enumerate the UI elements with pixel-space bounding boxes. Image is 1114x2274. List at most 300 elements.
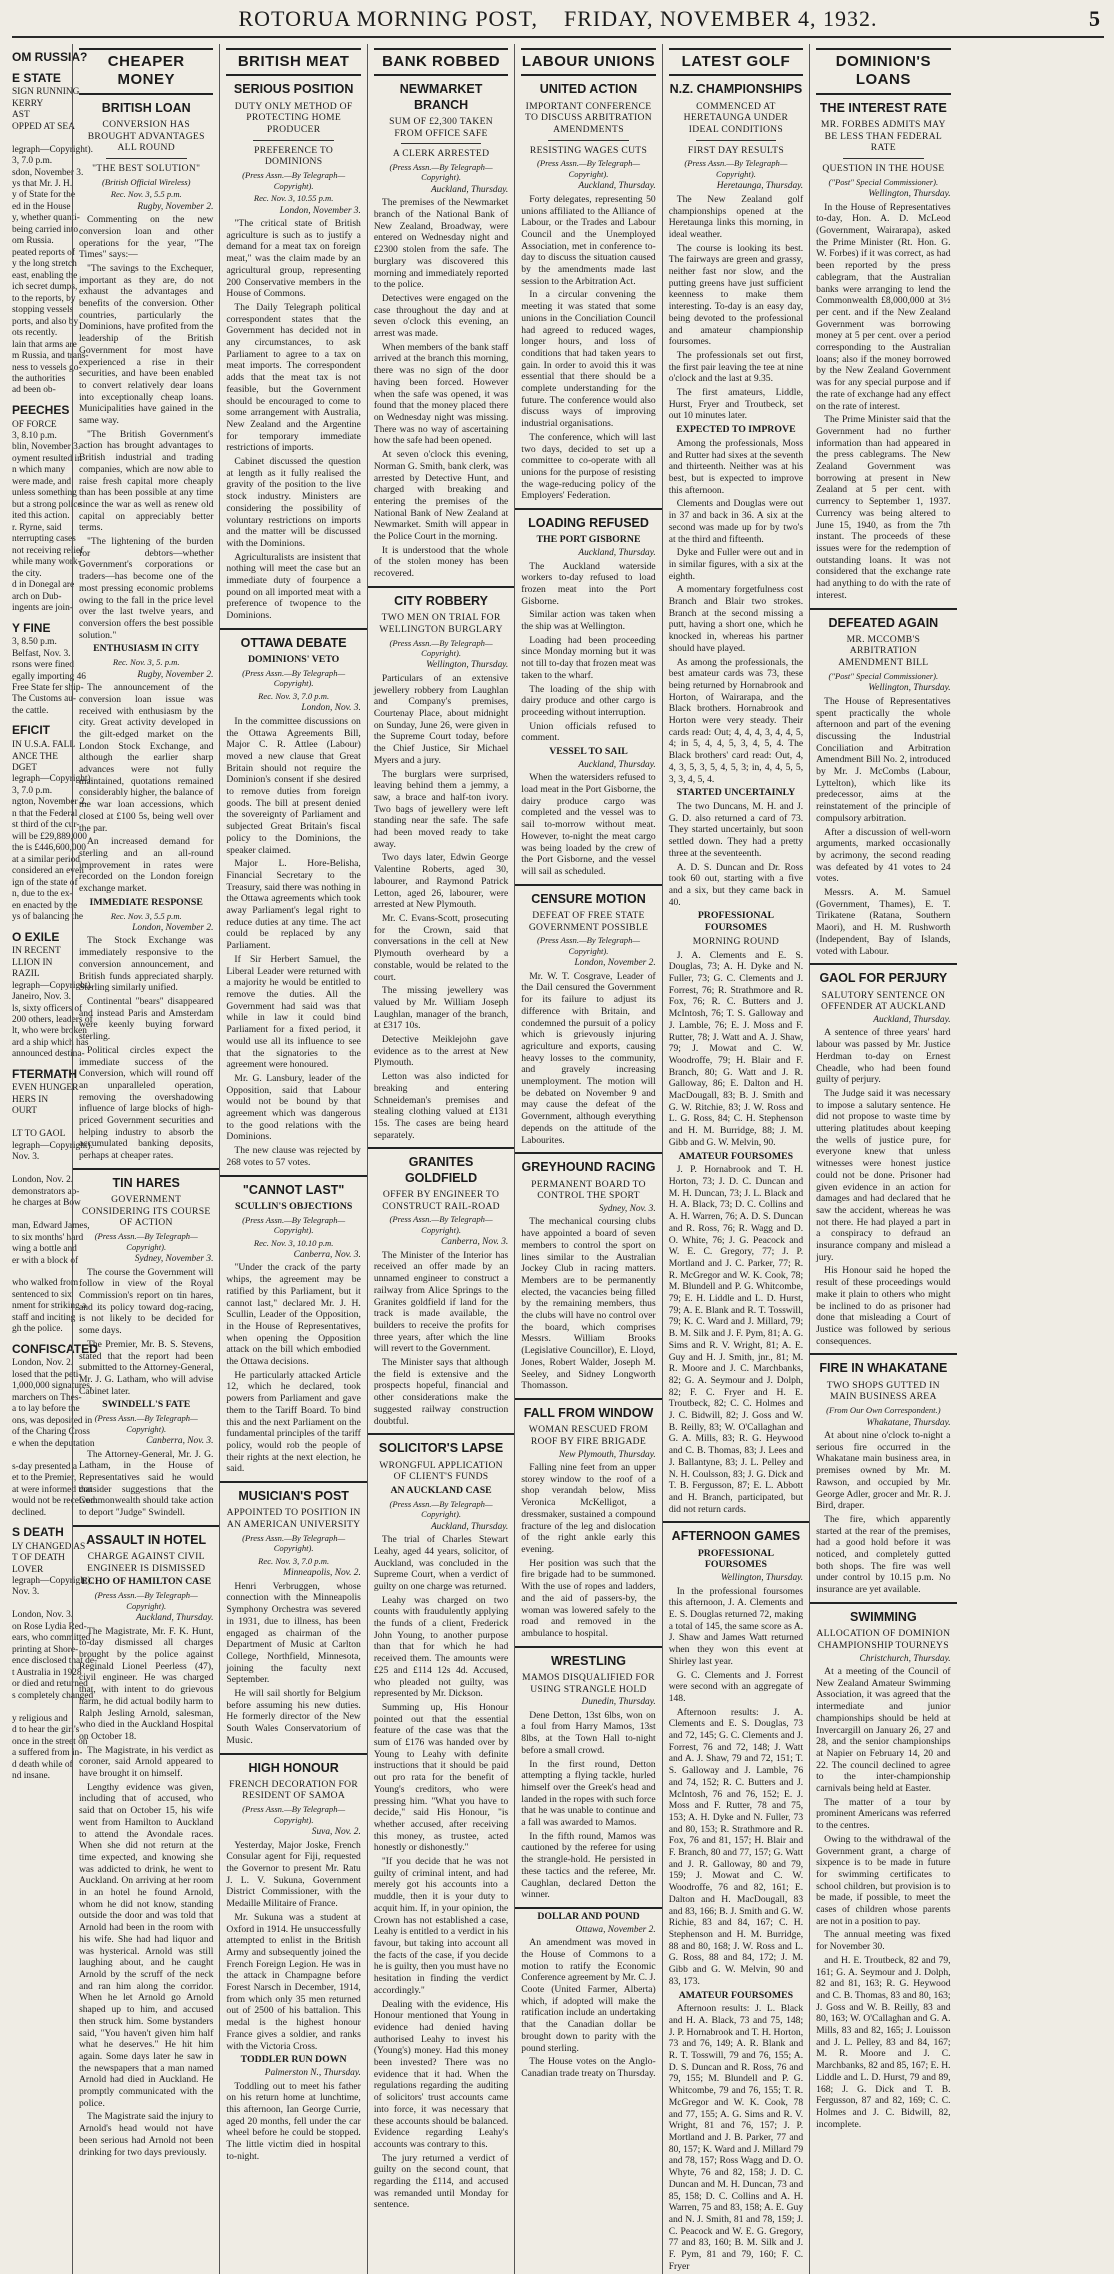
text-line: London, Nov. 3. [12, 1610, 74, 1621]
article-deck: WRONGFUL APPLICATION OF CLIENT'S FUNDS [379, 1459, 503, 1483]
article-deck: PREFERENCE TO DOMINIONS [254, 144, 334, 168]
article-heading: E STATE [12, 70, 61, 85]
text-line: t Australia in 1928 [12, 1667, 82, 1678]
text-line: man, Edward James, [12, 1221, 90, 1232]
column-heading: CHEAPER MONEY [79, 48, 213, 95]
paragraph: The Magistrate said the injury to Arnold's head would not have been serious had Arnold not been drinking for two days previously. [79, 2111, 214, 2158]
article-byline: (Press Assn.—By Telegraph—Copyright). [389, 161, 493, 183]
article-title: SWINDELL'S FATE [102, 1399, 191, 1411]
paragraph: The Magistrate, Mr. F. K. Hunt, to-day dismissed all charges brought by the police against Reginald Lionel Peerless (47), civil engineer. He was charged that, with intent to do grievous harm, he did actual bodily harm to Ralph Jesling Arnold, salesman, who died in the Auckland Hospital on October 18. [79, 1625, 214, 1742]
text-line: en enacted by the [12, 900, 78, 911]
article-heading: O EXILE [12, 929, 60, 944]
divider [810, 1602, 956, 1604]
paragraph: Clements and Douglas were out in 37 and back in 36. A six at the second was made up for by two's at the third and fifteenth. [668, 498, 804, 545]
paragraph: Agriculturalists are insistent that nothing will meet the case but an immediate duty of fourpence a pound on all imported meat with a preference of twopence to the Dominions. [226, 551, 361, 622]
article-byline: ("Post" Special Commissioner). [828, 670, 939, 681]
article-byline: (Press Assn.—By Telegraph—Copyright). [389, 637, 493, 658]
article-dateline: Auckland, Thursday. [430, 1521, 509, 1532]
article-subhead: AMATEUR FOURSOMES [678, 1989, 794, 2001]
divider [220, 628, 366, 630]
text-line: egally importing 46 [12, 671, 86, 682]
text-line: ys that Mr. J. H. [12, 179, 73, 189]
text-line: IN U.S.A. FALL [12, 740, 76, 751]
article-byline: (Press Assn.—By Telegraph—Copyright). [94, 1231, 198, 1252]
paragraph: Commenting on the new conversion loan and other operations for the year, "The Times" says:— [79, 214, 214, 261]
divider [253, 140, 334, 141]
article-body [226, 1581, 360, 1747]
article-heading: DEFEATED AGAIN [828, 615, 939, 630]
text-line: LT TO GAOL [12, 1129, 66, 1140]
article-subhead: MORNING ROUND [692, 935, 780, 947]
divider [843, 158, 924, 159]
text-line: d in Donegal are [12, 580, 75, 591]
divider [515, 1646, 661, 1648]
text-line: wing a bottle and [12, 1244, 77, 1255]
text-line: the cattle. [12, 705, 49, 716]
article-heading: SWIMMING [850, 1609, 917, 1624]
article-body [521, 772, 655, 877]
article-deck: WOMAN RESCUED FROM ROOF BY FIRE BRIGADE [528, 1424, 649, 1447]
text-line: n which many [12, 465, 66, 476]
article-body [521, 1937, 655, 2079]
paragraph: In the professional foursomes this afternoon, J. A. Clements and E. S. Douglas returned 72, making a total of 145, the same score as A. J. Shaw and James Watt returned when they won this event at Shirley last year. [668, 1585, 804, 1667]
paragraph: It is understood that the whole of the stolen money has been recovered. [373, 544, 509, 580]
article-heading: HIGH HONOUR [248, 1760, 339, 1775]
article-byline: (Press Assn.—By Telegraph—Copyright). [94, 1590, 198, 1611]
text-line: unless something [12, 488, 77, 499]
paragraph: Similar action was taken when the ship was at Wellington. [521, 609, 656, 633]
paragraph: The jury returned a verdict of guilty on the second count, that regarding the £114, and accused was remanded until Monday for sentence. [373, 2152, 509, 2211]
paragraph: The House of Representatives spent practically the whole afternoon and part of the evening discussing the Industrial Conciliation and Arbitration Amendment Bill No. 2, introduced by Mr. J. McCombs (Labour, Lyttelton), which like its predecessor, aims at the reinstatement of the principle of compulsory arbitration. [816, 695, 951, 824]
article-deck: TWO MEN ON TRIAL FOR WELLINGTON BURGLARY [379, 612, 503, 635]
article-deck: QUESTION IN THE HOUSE [822, 162, 945, 174]
article-heading: CONFISCATED [12, 1341, 98, 1356]
paragraph: His Honour said he hoped the result of these proceedings would make it plain to others who might be inclined to do as prisoner had done that misleading a Court of Justice was followed by serious consequences. [816, 1265, 951, 1347]
article-body [669, 194, 803, 422]
text-line: Free State fer ship- [12, 683, 84, 693]
article-heading: S DEATH [12, 1524, 64, 1539]
text-line: ots recently. [12, 328, 58, 339]
article-deck: MR. MCCOMB'S ARBITRATION AMENDMENT BILL [838, 633, 929, 669]
paragraph: The Minister of the Interior has received an offer made by an unnamed engineer to construct a railway from Alice Springs to the Granites goldfield if land for the track is made available, the builders to receive the profits for three years, after which the line will revert to the Government. [373, 1249, 509, 1355]
paragraph: In the fifth round, Mamos was cautioned by the referee for using the strangle-hold. He persisted in these tactics and the referee, Mr. Caughlan, declared Detton the winner. [521, 1830, 656, 1901]
article-body [226, 2081, 360, 2163]
text-line: ich secret dumps, [12, 282, 78, 293]
paragraph: A momentary forgetfulness cost Branch and Blair two strokes. Branch at the second missing a putt, having a short one, which he knocked in, whereas his partner should have played. [668, 584, 804, 654]
article-deck: "THE BEST SOLUTION" [92, 162, 201, 174]
article-heading: FTERMATH [12, 1066, 78, 1081]
divider [663, 1521, 809, 1523]
article-byline: (Press Assn.—By Telegraph—Copyright). [389, 1498, 493, 1520]
article-deck: DEFEAT OF FREE STATE GOVERNMENT POSSIBLE [528, 909, 649, 933]
divider [220, 1175, 366, 1177]
paragraph: When the watersiders refused to load meat in the Port Gisborne, the dairy produce cargo was completed and the vessel was to sail to-morrow without meat. However, to-night the meat cargo was being loaded by the crew of the Port Gisborne, and the vessel will sail as scheduled. [521, 772, 656, 877]
paragraph: Among the professionals, Moss and Rutter had sixes at the seventh and thirteenth. Neither was at his best, but is expected to improve this afternoon. [668, 437, 804, 496]
column-british-meat [219, 44, 366, 2274]
article-dateline: London, November 2. [132, 923, 214, 933]
text-line: London, Nov. 2. [12, 1358, 74, 1369]
article-deck: FIRST DAY RESULTS [687, 144, 784, 156]
article-body [669, 801, 803, 908]
paragraph: As among the professionals, the best amateur cards was 73, these being returned by Hornabrook and Horton, of Wairarapa, and the Black brothers. Hornabrook and Horton were very steady. Their cards read: Out; 4, 4, 4, 3, 4, 4, 5, 4; in 5, 4, 4, 5, 3, 4, 5, 4. The Black brothers' card read: Out, 4, 4, 3, 5, 3, 5, 4, 5, 3; in, 4, 4, 5, 5, 3, 3, 4, 5, 4. [668, 656, 804, 785]
text-line: IN RECENT [12, 946, 61, 957]
paragraph: Lengthy evidence was given, including that of accused, who said that on October 15, his wife went from Hamilton to Auckland to attend the Avondale races. When she did not return at the time expected, and knowing she was addicted to drink, he went to Auckland. On arriving at her room in an hotel he found Arnold, whom he did not know, standing outside the door and was told that Arnold had been in the room with his wife. She had had liquor and was hysterical. Arnold was still laughing about, and he caught Arnold by the scruff of the neck and ran him along the corridor. When he let Arnold go Arnold shaped up to him, and accused then struck him. Some bystanders said, "You haven't given him half what he deserves." He hit him again. Some days later he saw in the newspapers that a man named Arnold had died in Auckland. He promptly communicated with the police. [79, 1781, 214, 2109]
article-deck: PERMANENT BOARD TO CONTROL THE SPORT [531, 1178, 646, 1202]
article-dateline: Canberra, Nov. 3. [146, 1436, 214, 1447]
text-line [12, 133, 69, 144]
text-line: DGET [12, 762, 37, 773]
article-dateline: Auckland, Thursday. [136, 1613, 214, 1624]
paragraph: An amendment was moved in the House of Commons to a motion to ratify the Economic Conference agreement by Mr. C. J. Coote (United Farmer, Alberta) which, if adopted will make the ratification include an undertaking that the Canadian dollar be brought down to parity with the pound sterling. [521, 1937, 656, 2054]
text-line [12, 1164, 69, 1175]
text-line [12, 1267, 69, 1278]
article-heading: "CANNOT LAST" [242, 1182, 345, 1197]
paragraph: Mr. G. Lansbury, leader of the Opposition, said that Labour would not be bound by that agreement which was dangerous to the good relations with the Dominions. [226, 1072, 361, 1143]
text-line: d to hear the girl's [12, 1725, 80, 1736]
text-line: ited this action. [12, 511, 70, 522]
paragraph: He particularly attacked Article 12, which he declared, took powers from Parliament and gave them to the Tariff Board. To bind this and the next Parliament on the fundamental principles of the tariff policy, would rob the people of their rights at the next election, he said. [226, 1369, 361, 1475]
article-byline: (Press Assn.—By Telegraph—Copyright). [536, 158, 641, 179]
divider [368, 1147, 514, 1149]
article-heading: TIN HARES [112, 1175, 180, 1190]
text-line: n, due to the ex- [12, 889, 73, 900]
paragraph: The burglars were surprised, leaving behind them a jemmy, a saw, a brace and half-ton ivory. Two bags of jewellery were left standing near the safe. The safe had been moved ready to take away. [373, 768, 509, 850]
article-deck: ALLOCATION OF DOMINION CHAMPIONSHIP TOURNEYS [816, 1628, 951, 1651]
article-text-fragment [12, 637, 86, 717]
text-line: 3, 7.0 p.m. [12, 785, 53, 796]
paragraph: Detectives were engaged on the case throughout the day and at seven o'clock this evening, an arrest was made. [373, 292, 509, 340]
text-line [12, 1118, 69, 1129]
text-line: m Russia, and trans- [12, 351, 89, 362]
article-heading: CITY ROBBERY [394, 593, 488, 608]
article-text-fragment [12, 946, 93, 1061]
column-heading: LABOUR UNIONS [521, 48, 655, 76]
paragraph: Particulars of an extensive jewellery robbery from Laughlan and Company's premises, Courtenay Place, about midnight on Sunday, June 26, were given in the Supreme Court today, before the Chief Justice, Sir Michael Myers and a jury. [373, 672, 509, 766]
paragraph: Her position was such that the fire brigade had to be summoned. With the use of ropes and ladders, and the aid of passers-by, the woman was lowered safely to the road and removed in the ambulance to hospital. [521, 1557, 656, 1639]
divider [515, 884, 661, 886]
text-line: d death while of [12, 1759, 73, 1770]
article-heading: PEECHES [12, 402, 70, 417]
text-line: r. Ryrne, said [12, 522, 62, 533]
article-body [816, 1430, 950, 1596]
divider [73, 1525, 219, 1527]
article-heading: WRESTLING [550, 1653, 626, 1668]
article-body [521, 194, 655, 502]
text-line: OF FORCE [12, 419, 57, 430]
text-line: 200 others, leaders of [12, 1014, 93, 1025]
article-title: SERIOUS POSITION [233, 82, 354, 97]
text-line: the city. [12, 568, 42, 579]
text-line: legraph—Copyright). [12, 144, 93, 155]
paragraph: The Attorney-General, Mr. J. G. Latham, in the House of Representatives said he would consider suggestions that the Commonwealth should take action to deport "Judge" Swindell. [79, 1448, 214, 1519]
text-line: s-day presented a [12, 1461, 78, 1472]
paragraph: In the first round, Detton attempting a flying tackle, hurled himself over the Greek's head and landed in the ropes with such force that he was unable to continue and a fall was awarded to Mamos. [521, 1758, 656, 1829]
paragraph: The missing jewellery was valued by Mr. William Joseph Laughlan, manager of the branch, at £317 10s. [373, 985, 509, 1032]
article-deck: IMPORTANT CONFERENCE TO DISCUSS ARBITRATION AMENDMENTS [525, 100, 652, 135]
article-deck: COMMENCED AT HERETAUNGA UNDER IDEAL CONDITIONS [683, 100, 789, 135]
text-line: ears, who committed [12, 1633, 91, 1644]
divider [220, 1481, 366, 1483]
article-body [226, 1840, 360, 2053]
article-title: PROFESSIONAL FOURSOMES [697, 1547, 775, 1571]
paragraph: The mechanical coursing clubs have appointed a board of seven members to control the sport on lines similar to the Australian Jockey Club in racing matters. Members are to be permanently elected, the vacancies being filled by the remaining members, thus the clubs will have no control over the board, which comprises Messrs. William Brooks (Legislative Councillor), E. Lloyd, Jones, Robert Walder, Joseph M. Seeley, and Sidney Longworth Thomasson. [521, 1216, 656, 1392]
article-title: NEWMARKET BRANCH [399, 82, 483, 112]
article-deck: DUTY ONLY METHOD OF PROTECTING HOME PRODUCER [234, 100, 353, 135]
article-body [374, 197, 508, 580]
article-body [79, 1267, 213, 1398]
article-deck: SALUTORY SENTENCE ON OFFENDER AT AUCKLAND [821, 989, 946, 1013]
text-line [12, 1450, 69, 1461]
article-deck: MR. FORBES ADMITS MAY BE LESS THAN FEDERAL RATE [820, 118, 946, 154]
article-body [79, 935, 213, 1161]
text-line: OURT [12, 1106, 37, 1117]
article-text-fragment [12, 1541, 98, 1783]
text-line: e when the deputation [12, 1438, 95, 1449]
text-line: nment for striking a [12, 1301, 87, 1312]
paragraph: In the committee discussions on the Ottawa Agreements Bill, Major C. R. Attlee (Labour) moved a new clause that Great Britain should not require the Dominion's consent if she desired to remove duties from foreign goods. The bill at present denied the sovereignty of Parliament and subjected Great Britain's fiscal policy to the Dominions, the speaker claimed. [226, 715, 361, 856]
article-body [79, 214, 213, 641]
article-dateline: Suva, Nov. 2. [311, 1827, 361, 1838]
divider [515, 508, 661, 510]
divider [106, 158, 187, 159]
article-body [374, 1534, 508, 2211]
article-byline: (Press Assn.—By Telegraph—Copyright). [536, 935, 641, 956]
paragraph: Toddling out to meet his father on his return home at lunchtime, this afternoon, Ian George Currie, aged 20 months, fell under the car wheel before he could be stopped. The little victim died in hospital to-night. [226, 2080, 361, 2162]
masthead [12, 6, 1104, 38]
article-deck: MAMOS DISQUALIFIED FOR USING STRANGLE HOLD [522, 1671, 655, 1695]
text-line: peated reports of [12, 247, 75, 258]
article-dateline: London, November 3. [279, 205, 361, 216]
article-title: ENTHUSIASM IN CITY [93, 643, 200, 655]
column-heading: DOMINION'S LOANS [816, 48, 950, 95]
text-line: once in the street on [12, 1736, 88, 1747]
text-line [12, 1599, 69, 1610]
text-line: of the Charing Cross [12, 1427, 90, 1438]
text-line: or died and returned [12, 1679, 88, 1690]
paragraph: The Prime Minister said that the Government had no further information than had appeared in the press cablegrams. The New Zealand Government was borrowing at present in New Zealand at 5 per cent. with currency to September 1, 1937. Currency was being altered to June 15, 1940, as from the 7th instant. The proceeds of these issues were for the redemption of outstanding loans. It was not considered that the exchange rate had anything to do with the rate of interest. [816, 414, 951, 601]
article-deck: GOVERNMENT CONSIDERING ITS COURSE OF ACTION [81, 1194, 211, 1229]
text-line: legraph—Copyright). [12, 774, 93, 785]
text-line: OPPED AT SEA [12, 121, 75, 132]
text-line: legraph—Copyright). [12, 1140, 93, 1151]
article-dateline: Auckland, Thursday. [578, 548, 656, 559]
text-line: ports, and also by [12, 316, 79, 327]
article-title: THE PORT GISBORNE [536, 534, 641, 546]
article-body [521, 561, 655, 745]
text-line: while many work- [12, 557, 81, 568]
text-line: om Russia. [12, 236, 54, 247]
text-line: RAZIL [12, 969, 40, 980]
text-line: stopping vessels [12, 305, 74, 316]
text-line: not receiving relief [12, 545, 84, 556]
article-deck: SUM OF £2,300 TAKEN FROM OFFICE SAFE [389, 115, 494, 139]
text-line: ngton, November 2. [12, 797, 87, 808]
article-dateline: Auckland, Thursday. [873, 1014, 951, 1025]
text-line: declined. [12, 1507, 47, 1518]
article-heading: OTTAWA DEBATE [240, 635, 347, 650]
article-title: UNITED ACTION [539, 82, 638, 97]
text-line: gh the police. [12, 1324, 63, 1335]
paragraph: When members of the bank staff arrived at the branch this morning, there was no sign of the door having been forced. However when the safe was opened, it was found that the money placed there on Wednesday night was missing. There was no way of ascertaining how the safe had been opened. [373, 341, 509, 447]
divider [368, 1433, 514, 1435]
text-line: losed that the peti- [12, 1369, 82, 1380]
article-heading: GAOL FOR PERJURY [819, 971, 948, 986]
article-deck: CONVERSION HAS BROUGHT ADVANTAGES ALL ROUND [87, 118, 205, 154]
divider [810, 963, 956, 965]
text-line: ons, was deposited in [12, 1415, 93, 1426]
divider [401, 143, 482, 144]
article-dateline: Sydney, Nov. 3. [598, 1203, 656, 1214]
article-title: DOMINIONS' VETO [247, 654, 340, 666]
text-line: ad been ob- [12, 385, 56, 396]
article-dateline: London, Nov. 3. [301, 703, 361, 714]
text-line [12, 1210, 69, 1221]
text-line: to six months' hard [12, 1232, 84, 1243]
article-body [79, 1626, 213, 2159]
page-number: 5 [1089, 6, 1100, 31]
text-line: demonstrators ap- [12, 1186, 80, 1197]
text-line: marchers on Thes- [12, 1392, 82, 1403]
paragraph: Cabinet discussed the question at length as it fully realised the gravity of the position to the live stock industry. Ministers are considering the possibility of voluntary restrictions on imports and the matter will be discussed with the Dominions. [226, 456, 361, 549]
article-heading: EFICIT [12, 723, 50, 738]
paragraph: The Stock Exchange was immediately responsive to the conversion announcement, and British funds appreciated sharply. Sterling similarly unified. [79, 935, 214, 994]
article-heading: DOLLAR AND POUND [537, 1911, 640, 1922]
article-body [374, 673, 508, 1141]
text-line: were made, and [12, 476, 72, 487]
text-line: a suffered from in- [12, 1748, 83, 1759]
paragraph: The Auckland waterside workers to-day refused to load frozen meat into the Port Gisborne. [521, 560, 656, 607]
text-line: er with a block of [12, 1255, 79, 1266]
article-heading: Y FINE [12, 620, 51, 635]
text-line: to the reports, by [12, 293, 76, 304]
article-byline: (British Official Wireless) [101, 176, 191, 187]
article-dateline: New Plymouth, Thursday. [558, 1449, 656, 1460]
paragraph: "The lightening of the burden for debtors—whether Government's corporations or traders—has become one of the most pressing economic problems owing to the fall in the price level over the last twelve years, and conversion offers the best possible solution." [79, 536, 214, 641]
text-line: st third of the cur- [12, 820, 80, 831]
paragraph: Afternoon results: J. L. Black and H. A. Black, 73 and 75, 148; J. P. Hornabrook and T. H. Horton, 73 and 76, 149; A. R. Blank and R. T. Tosswill, 79 and 76, 155; A. D. S. Duncan and R. Ross, 76 and 79, 155; M. Blundell and P. G. Whitcombe, 79 and 76, 155; T. R. McGregor and W. K. Cook, 78 and 77, 155; A. G. Sims and R. V. Wright, 81 and 76, 157; J. P. Mortland and J. B. Parker, 77 and 80, 157; K. Ward and J. Millard 79 and 78, 157; Ross Wagg and D. O. Whyte, 76 and 82, 158; J. D. C. Duncan and M. H. Duncan, 73 and 85, 158; D. C. Collins and A. H. Warren, 75 and 83, 158; A. E. Guy and N. J. Smith, 81 and 78, 159; J. C. Peacock and W. E. G. Gregory, 77 and 83, 160; B. M. Silk and J. F. Pym, 81 and 79, 160; F. C. Fryer [668, 2003, 804, 2272]
paragraph: The two Duncans, M. H. and J. G. D. also returned a card of 73. They started uncertainly, but soon settled down. They had a pretty three at the seventeenth. [668, 801, 804, 859]
text-line: staff and inciting [12, 1312, 76, 1323]
article-dateline: Dunedin, Thursday. [581, 1697, 656, 1708]
divider [515, 1907, 661, 1909]
paragraph: In a circular convening the meeting it was stated that some unions in the Conciliation Council had agreed to reduced wages, longer hours, and loss of conditions that had taken years to gain. In order to avoid this it was essential that there should be a complete understanding for the future. The conference would also discuss ways of improving industrial organisations. [521, 289, 656, 430]
article-subhead: PROFESSIONAL FOURSOMES [697, 910, 775, 934]
article-body [521, 1462, 655, 1640]
article-title: VESSEL TO SAIL [549, 746, 628, 758]
article-title: THE INTEREST RATE [819, 100, 947, 115]
article-subhead: EXPECTED TO IMPROVE [676, 424, 796, 436]
article-dateline: Wellington, Thursday. [868, 189, 951, 200]
text-line: ingents are join- [12, 603, 73, 614]
article-dateline: Canberra, Nov. 3. [293, 1249, 361, 1260]
text-line: Nov. 3. [12, 1587, 40, 1598]
paragraph: Mr. C. Evans-Scott, prosecuting for the Crown, said that conversations in the cell at New Plymouth overheard by a constable, would be related to the court. [373, 913, 509, 983]
paragraph: "If you decide that he was not guilty of criminal intent, and had merely got his accounts into a muddle, then it is your duty to acquit him. If, in your opinion, the Crown has not established a case, Leahy is entitled to a verdict in his favour, but taking into account all the facts of the case, if you decide he is guilty, then you must have no hesitation in finding the verdict accordingly." [373, 1856, 509, 1996]
article-dateline: Wellington, Thursday. [868, 683, 951, 694]
received-time: Rec. Nov. 3, 5.5 p.m. [110, 910, 182, 921]
article-dateline: Auckland, Thursday. [430, 184, 509, 195]
paragraph: Dyke and Fuller were out and in in similar figures, with a six at the eighth. [668, 547, 804, 582]
article-dateline: Palmerston N., Thursday. [264, 2068, 361, 2079]
text-line: 3, 7.0 p.m. [12, 156, 53, 167]
paragraph: Dealing with the evidence, His Honour mentioned that Young in evidence had denied having authorised Leahy to invest his (Young's) money. Had this money been invested? There was no evidence that it had. When the regulations regarding the auditing of solicitors' trust accounts came into force, it was necessary that these accounts should be balanced. Evidence regarding Leahy's accounts was contrary to this. [373, 1998, 509, 2150]
article-dateline: Ottawa, November 2. [575, 1924, 656, 1935]
text-line: east, enabling the [12, 270, 78, 281]
article-dateline: Whakatane, Thursday. [866, 1417, 951, 1428]
paragraph: The loading of the ship with dairy produce and other cargo is proceeding without interruption. [521, 683, 656, 718]
paragraph: The course is looking its best. The fairways are green and grassy, neither fast nor slow, and the putting greens have just sufficient keenness to make them interesting. To-day is an easy day, being devoted to the professional and amateur championship foursomes. [668, 242, 804, 348]
article-dateline: Wellington, Thursday. [426, 660, 509, 671]
paragraph: In the House of Representatives to-day, Hon. A. D. McLeod (Government, Wairarapa), asked the Prime Minister (Rt. Hon. G. W. Forbes) if it was correct, as had been reported by the press cablegram, that the Australian banks were arranging to lend the Commonwealth £8,000,000 at 3½ per cent. and if the New Zealand Government was borrowing money at 5 per cent. over a period corresponding to the Australian loans; also if the money borrowed by the New Zealand Government was for any special purpose and if the rate of exchange had any effect on the rate of interest. [816, 201, 951, 412]
article-title: SCULLIN'S OBJECTIONS [234, 1200, 353, 1212]
text-line: legraph—Copyright). [12, 980, 93, 991]
divider [696, 140, 777, 141]
paragraph: Detective Meiklejohn gave evidence as to the arrest at New Plymouth. [373, 1034, 509, 1069]
paragraph: The annual meeting was fixed for November 30. [816, 1929, 951, 1953]
divider [548, 140, 629, 141]
paragraph: Leahy was charged on two counts with fraudulently applying the funds of a client, Frederick John Young, to another purpose than that for which he had received them. The amounts were £25 and £114 12s 4d. Accused, who pleaded not guilty, was represented by Mr. Dickson. [373, 1594, 509, 1700]
paragraph: Owing to the withdrawal of the Government grant, a charge of sixpence is to be made in future for swimming certificates to school children, but provision is to be made, if possible, to meet the cases of children whose parents are not in a position to pay. [816, 1833, 951, 1927]
paragraph: "The savings to the Exchequer, important as they are, do not exhaust the advantages and benefits of the conversion. Other countries, particularly the Dominions, have profited from the leadership of the British Government for most have experienced a rise in their securities, and have been enabled to convert relatively dear loans into exceptionally cheap loans. Municipalities have gained in the same way. [79, 262, 214, 427]
article-text-fragment [12, 1083, 93, 1335]
text-line: Belfast, Nov. 3. [12, 648, 71, 659]
divider [368, 586, 514, 588]
article-deck: OFFER BY ENGINEER TO CONSTRUCT RAIL-ROAD [382, 1188, 500, 1212]
paragraph: Two days later, Edwin George Valentine Roberts, aged 30, labourer, and Raymond Patrick Letton, aged 26, labourer, were arrested at New Plymouth. [373, 852, 509, 911]
article-body [226, 1262, 360, 1475]
paragraph: Forty delegates, representing 50 unions affiliated to the Alliance of Labour, or the Trades and Labour Council and the Unemployed Association, met in conference to-day to discuss the situation caused by the amendments made last session to the Arbitration Act. [521, 193, 656, 287]
column-truncated-left [12, 44, 98, 2274]
article-body [669, 1586, 803, 1988]
paragraph: The trial of Charles Stewart Leahy, aged 44 years, solicitor, of Auckland, was concluded in the Supreme Court, when a verdict of guilty on one charge was returned. [373, 1534, 509, 1592]
article-subhead: AMATEUR FOURSOMES [678, 1150, 794, 1162]
text-line: a to lay before the [12, 1404, 80, 1415]
paragraph: Political circles expect the immediate success of the Conversion, which will round off an unparalleled operation, removing the overshadowing influence of large blocks of high-priced Government securities and helping industry to absorb the accumulated banking deposits, perhaps at cheaper rates. [79, 1044, 214, 1162]
article-heading: LOADING REFUSED [528, 516, 649, 531]
paragraph: A. D. S. Duncan and Dr. Ross took 60 out, starting with a five and a six, but they came back in 40. [668, 861, 804, 908]
paragraph: and H. E. Troutbeck, 82 and 79, 161; G. A. Seymour and J. Dolph, 82 and 81, 163; R. G. Heywood and C. B. Thomas, 83 and 80, 163; J. Goss and W. B. Reilly, 83 and 80, 163; W. O'Callaghan and G. A. Mills, 83 and 82, 165; J. Louisson and J. L. Pelley, 83 and 84, 167; M. R. Moore and J. C. Marchbanks, 82 and 85, 167; E. H. Liddle and L. D. Hurst, 79 and 89, 168; J. G. Dick and T. B. Fergusson, 87 and 82, 169; C. C. Holmes and J. C. Bidwill, 82, incomplete. [816, 1954, 951, 2130]
text-line: the is £446,600,000 [12, 843, 86, 854]
text-line: ls, sixty officers of [12, 1003, 83, 1014]
text-line: the authorities [12, 373, 66, 384]
article-byline: (Press Assn.—By Telegraph—Copyright). [389, 1214, 493, 1235]
divider [515, 1398, 661, 1400]
article-deck: A CLERK ARRESTED [392, 148, 490, 160]
text-line: lt, who were broken [12, 1026, 87, 1037]
article-heading: AFTERNOON GAMES [671, 1529, 801, 1544]
paragraph: J. A. Clements and E. S. Douglas, 73; A. H. Dyke and N. Fuller, 73; G. C. Clements and J. Forrest, 76; R. Strathmore and R. Fox, 76; R. C. Butters and J. McIntosh, 76; T. S. Galloway and J. Lamble, 76; E. J. Moss and F. Rutter, 78; J. Watt and A. J. Shaw, 79; J. Mowat and C. W. Woodroffe, 79; H. Blair and F. Branch, 80; G. Watt and J. R. Galloway, 86; E. Dalton and H. MacDougall, 83; B. J. Smith and G. W. Ritchie, 83; J. W. Ross and L. G. Ross, 84; C. H. Stephenson and H. M. Burridge, 88; J. M. Gibb and G. W. Melvin, 90. [668, 949, 804, 1148]
paragraph: Union officials refused to comment. [521, 720, 656, 744]
article-title: ECHO OF HAMILTON CASE [81, 1576, 212, 1588]
paragraph: After a discussion of well-worn arguments, marked occasionally by acrimony, the second reading was defeated by 41 votes to 24 votes. [816, 826, 951, 885]
paragraph: The Minister says that although the field is extensive and the prospects hopeful, financial and other considerations make the suggested railway construction doubtful. [373, 1357, 509, 1427]
article-text-fragment [12, 740, 93, 924]
received-time: Rec. Nov. 3, 10.55 p.m. [253, 193, 334, 204]
text-line: et to the Premier, [12, 1473, 77, 1484]
article-dateline: Canberra, Nov. 3. [441, 1237, 509, 1248]
divider [220, 1753, 366, 1755]
received-time: Rec. Nov. 3, 7.0 p.m. [258, 690, 330, 701]
paragraph: At about nine o'clock to-night a serious fire occurred in the Whakatane main business area, in premises owned by Mr. M. Rawson, and occupied by Mr. George Adler, grocer and Mr. R. J. Bird, draper. [816, 1430, 951, 1512]
article-dateline: Auckland, Thursday. [578, 181, 656, 192]
text-line: HERS IN [12, 1094, 49, 1105]
column-labour-unions [514, 44, 661, 2274]
article-heading: OM RUSSIA? [12, 50, 88, 64]
text-line: LLION IN [12, 957, 53, 968]
paragraph: Afternoon results: J. A. Clements and E. S. Douglas, 73 and 72, 145; G. C. Clements and J. Forrest, 76 and 72, 148; J. Watt and A. J. Shaw, 79 and 72, 151; T. S. Galloway and J. Lamble, 76 and 74, 152; R. C. Butters and J. McIntosh, 76 and 76, 152; E. J. Moss and F. Rutter, 78 and 75, 153; A. H. Dyke and N. Fuller, 73 and 80, 153; R. Strathmore and R. Fox, 76 and 81, 157; H. Blair and F. Branch, 80 and 77, 157; G. Watt and J. R. Galloway, 80 and 79, 159; J. Mowat and C. W. Woodroffe, 76 and 82, 161; E. Dalton and H. MacDougall, 83 and 83, 166; B. J. Smith and G. W. Richie, 83 and 84, 167; C. H. Stephenson and H. M. Burridge, 88 and 80, 168; J. W. Ross and L. G. Ross, 88 and 84, 172; J. M. Gibb and G. W. Melvin, 90 and 83, 173. [668, 1706, 804, 1987]
article-body [79, 1449, 213, 1519]
text-line: legraph—Copyright). [12, 1576, 93, 1586]
